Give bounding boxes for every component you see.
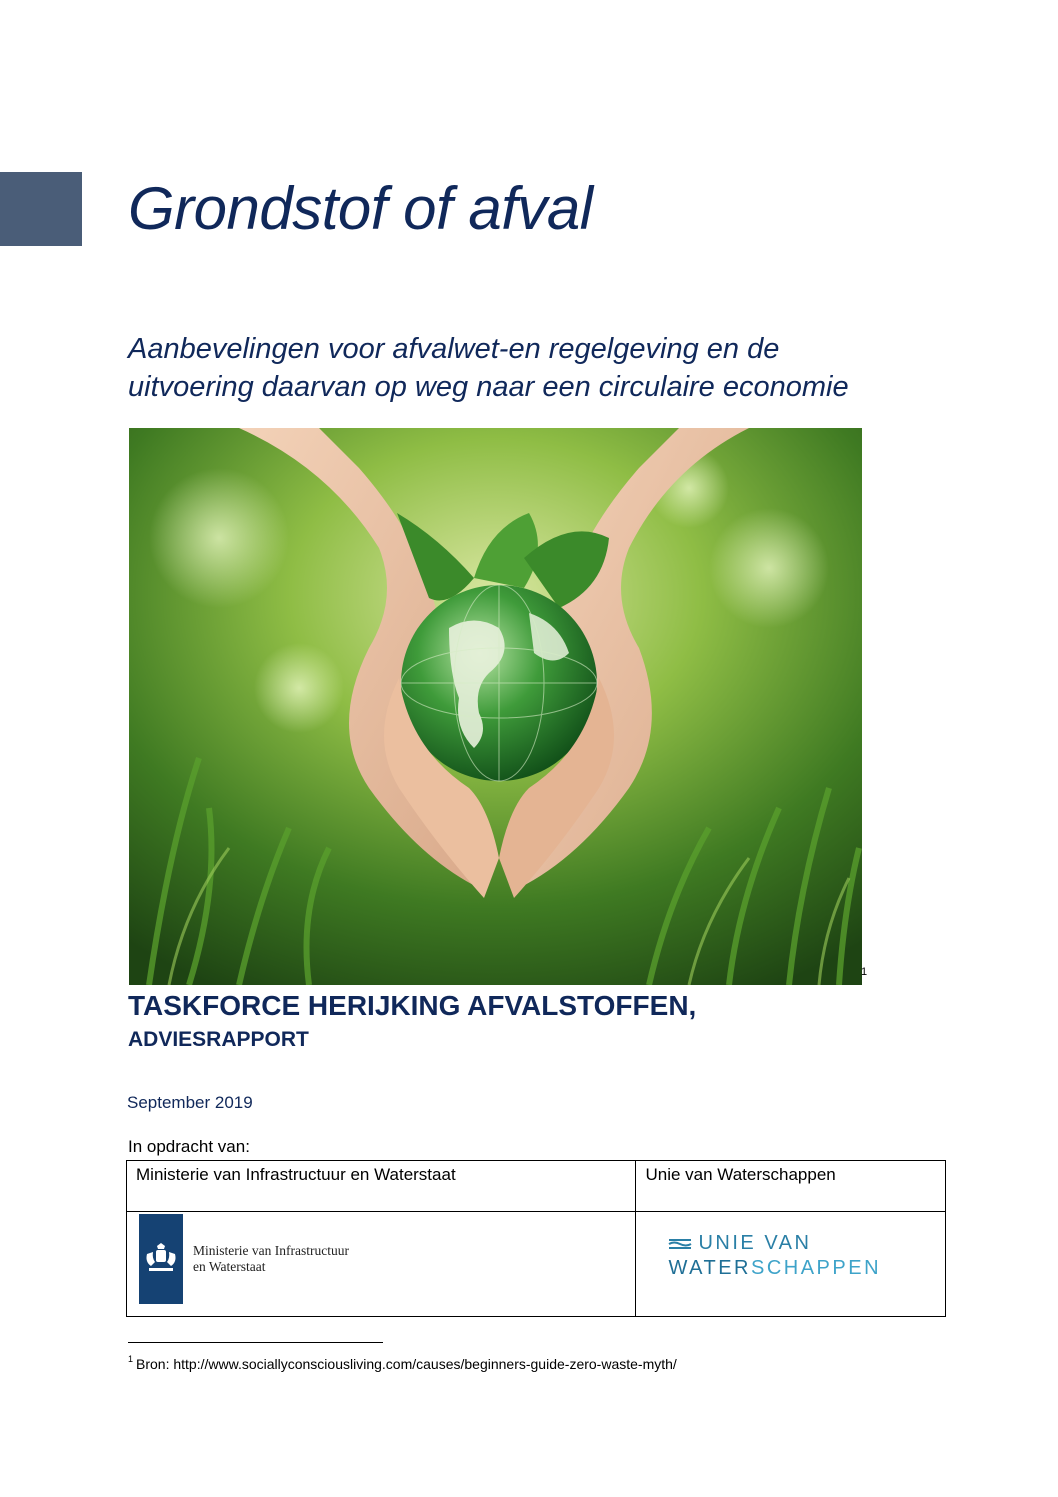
report-title: TASKFORCE HERIJKING AFVALSTOFFEN, [128,990,697,1021]
publication-date: September 2019 [127,1093,253,1112]
clients-logo-row [127,1212,946,1317]
uvw-logo-cell [636,1212,946,1317]
document-title: Grondstof of afval [128,175,593,242]
water-waves-icon [668,1237,692,1251]
uvw-logo-word-water: WATER [668,1257,751,1279]
clients-table [126,1160,946,1317]
uvw-logo [668,1232,881,1280]
commission-label: In opdracht van: [128,1137,250,1156]
image-footnote-reference: 1 [861,966,868,978]
footnote [128,1356,677,1372]
ministry-logo-line-1: Ministerie van Infrastructuur [193,1243,349,1258]
ministry-coat-of-arms-icon [139,1214,183,1304]
clients-header-row [127,1161,946,1212]
footnote-source-link[interactable]: Bron: http://www.sociallyconsciousliving.com/causes/beginners-guide-zero-waste-myth/ [136,1356,677,1372]
document-subtitle [128,330,988,406]
subtitle-line-2: uitvoering daarvan op weg naar een circulaire economie [128,371,849,403]
cover-image-hands-globe [129,428,862,985]
ministry-logo [139,1214,349,1304]
footnote-number: 1 [128,1354,134,1364]
client-uvw-name: Unie van Waterschappen [636,1161,946,1212]
ministry-logo-wordmark [193,1243,349,1275]
subtitle-line-1: Aanbevelingen voor afvalwet-en regelgeving en de [128,333,780,365]
uvw-logo-line-1: UNIE VAN [698,1232,812,1254]
client-ministry-name: Ministerie van Infrastructuur en Waterstaat [127,1161,636,1212]
footnote-separator [128,1342,383,1343]
report-type: ADVIESRAPPORT [128,1028,309,1051]
accent-block [0,172,82,246]
ministry-logo-cell [127,1212,636,1317]
uvw-logo-word-schappen: SCHAPPEN [750,1257,882,1279]
ministry-logo-line-2: en Waterstaat [193,1259,266,1274]
